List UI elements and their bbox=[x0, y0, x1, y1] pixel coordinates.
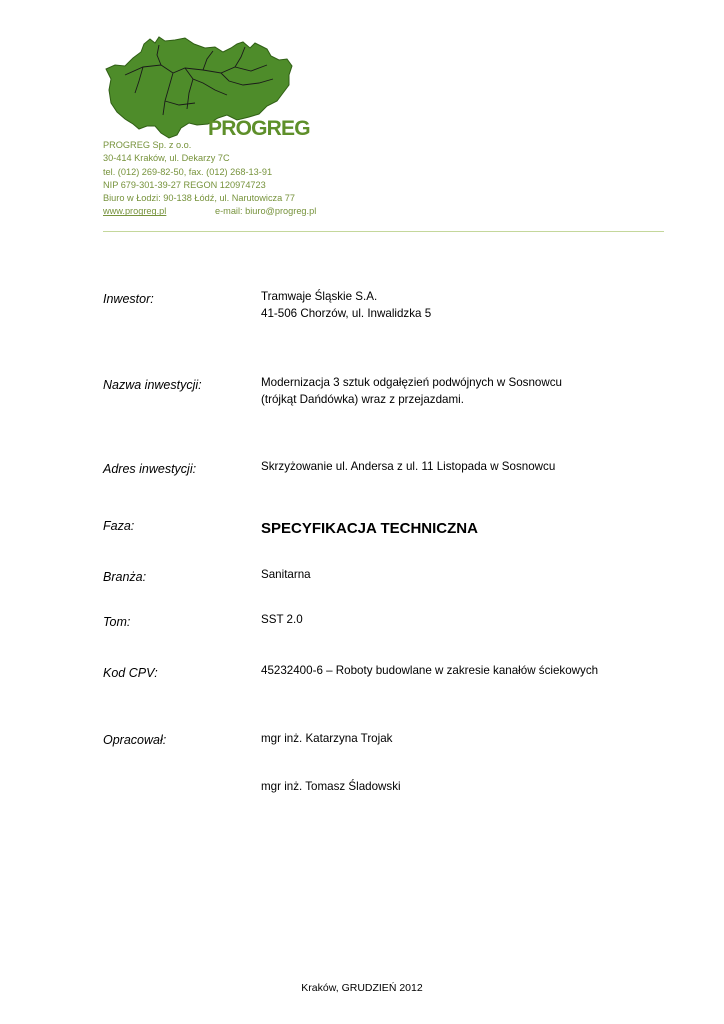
tom-value: SST 2.0 bbox=[261, 613, 303, 626]
adres-inwestycji-value: Skrzyżowanie ul. Andersa z ul. 11 Listopada w Sosnowcu bbox=[261, 460, 556, 473]
nazwa-line-2: (trójkąt Dańdówka) wraz z przejazdami. bbox=[261, 392, 464, 406]
adres-inwestycji-label: Adres inwestycji: bbox=[103, 462, 197, 476]
kod-cpv-label: Kod CPV: bbox=[103, 666, 158, 680]
header-divider bbox=[103, 231, 664, 232]
inwestor-value bbox=[261, 289, 431, 322]
branza-label: Branża: bbox=[103, 570, 147, 584]
tom-label: Tom: bbox=[103, 615, 131, 629]
company-address: 30-414 Kraków, ul. Dekarzy 7C bbox=[103, 153, 230, 164]
inwestor-label: Inwestor: bbox=[103, 292, 154, 306]
inwestor-address: 41-506 Chorzów, ul. Inwalidzka 5 bbox=[261, 306, 432, 320]
author-1: mgr inż. Katarzyna Trojak bbox=[261, 732, 393, 745]
footer-place-date: Kraków, GRUDZIEŃ 2012 bbox=[301, 982, 423, 994]
nazwa-line-1: Modernizacja 3 sztuk odgałęzień podwójnych w Sosnowcu bbox=[261, 376, 562, 389]
company-name: PROGREG Sp. z o.o. bbox=[103, 140, 192, 150]
author-2: mgr inż. Tomasz Śladowski bbox=[261, 780, 401, 793]
company-nip-regon: NIP 679-301-39-27 REGON 120974723 bbox=[103, 179, 266, 190]
company-phone-fax: tel. (012) 269-82-50, fax. (012) 268-13-91 bbox=[103, 166, 273, 177]
company-web-email-row bbox=[103, 205, 317, 218]
branza-value: Sanitarna bbox=[261, 568, 311, 581]
kod-cpv-value: 45232400-6 – Roboty budowlane w zakresie kanałów ściekowych bbox=[261, 664, 599, 677]
inwestor-name: Tramwaje Śląskie S.A. bbox=[261, 290, 378, 303]
website-link[interactable]: www.progreg.pl bbox=[103, 206, 167, 217]
faza-value: SPECYFIKACJA TECHNICZNA bbox=[261, 520, 478, 537]
opracowal-label: Opracował: bbox=[103, 733, 167, 747]
nazwa-inwestycji-value bbox=[261, 375, 562, 408]
nazwa-inwestycji-label: Nazwa inwestycji: bbox=[103, 378, 202, 392]
company-lodz-office: Biuro w Łodzi: 90-138 Łódź, ul. Narutowicza 77 bbox=[103, 193, 296, 204]
company-contact-block bbox=[103, 139, 317, 219]
logo-wordmark: PROGREG bbox=[208, 117, 310, 140]
company-email: e-mail: biuro@progreg.pl bbox=[215, 206, 317, 217]
faza-label: Faza: bbox=[103, 519, 135, 533]
